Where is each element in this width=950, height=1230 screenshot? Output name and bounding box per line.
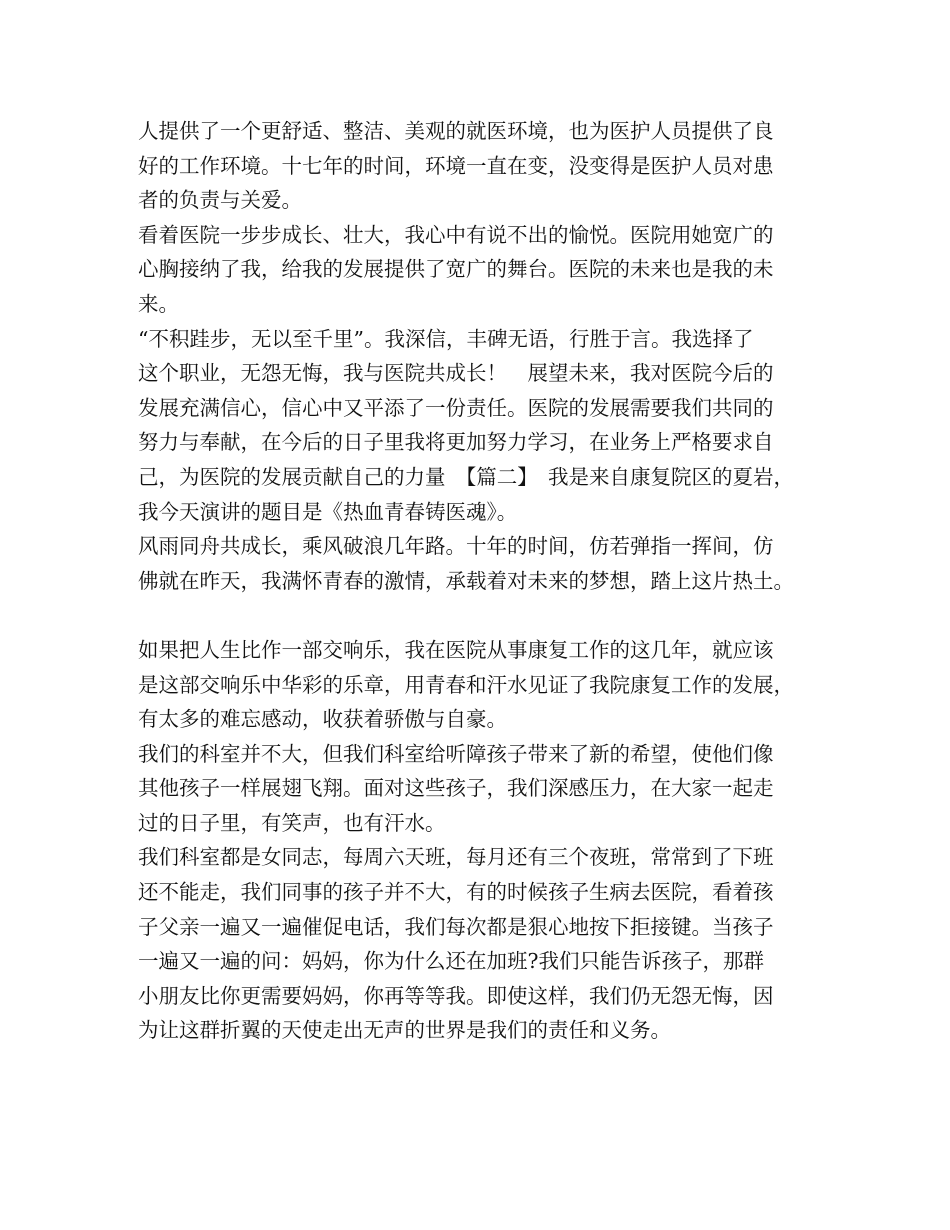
text-line: 人提供了一个更舒适、整洁、美观的就医环境，也为医护人员提供了良 [138,119,774,143]
text-line: “不积跬步，无以至千里”。我深信，丰碑无语，行胜于言。我选择了 [138,326,754,351]
text-line: 我们的科室并不大，但我们科室给听障孩子带来了新的希望，使他们像 [138,741,774,766]
text-line: 这个职业，无怨无悔，我与医院共成长！ 展望未来，我对医院今后的 [138,361,774,386]
text-line: 是这部交响乐中华彩的乐章，用青春和汗水见证了我院康复工作的发展， [138,672,794,697]
text-line: 我们科室都是女同志，每周六天班，每月还有三个夜班，常常到了下班 [138,845,774,870]
text-line: 还不能走，我们同事的孩子并不大，有的时候孩子生病去医院，看着孩 [138,880,774,905]
text-line: 我今天演讲的题目是《热血青春铸医魂》。 [138,499,518,524]
text-line: 有太多的难忘感动，收获着骄傲与自豪。 [138,707,507,732]
text-line: 为让这群折翼的天使走出无声的世界是我们的责任和义务。 [138,1018,671,1043]
text-line: 过的日子里，有笑声，也有汗水。 [138,810,446,835]
text-line: 好的工作环境。十七年的时间，环境一直在变，没变得是医护人员对患 [138,153,774,178]
text-line: 其他孩子一样展翅飞翔。面对这些孩子，我们深感压力，在大家一起走 [138,776,774,801]
text-line: 佛就在昨天，我满怀青春的激情，承载着对未来的梦想，踏上这片热土。 [138,568,794,593]
text-line: 看着医院一步步成长、壮大，我心中有说不出的愉悦。医院用她宽广的 [138,222,774,247]
text-line: 子父亲一遍又一遍催促电话，我们每次都是狠心地按下拒接键。当孩子 [138,914,774,939]
text-line: 者的负责与关爱。 [138,188,302,213]
text-line: 一遍又一遍的问：妈妈，你为什么还在加班?我们只能告诉孩子，那群 [138,949,764,974]
text-line: 风雨同舟共成长，乘风破浪几年路。十年的时间，仿若弹指一挥间，仿 [138,534,774,559]
document-body [138,114,830,1048]
text-line: 努力与奉献，在今后的日子里我将更加努力学习，在业务上严格要求自 [138,430,774,455]
text-line: 己，为医院的发展贡献自己的力量 【篇二】 我是来自康复院区的夏岩， [138,464,794,489]
text-line: 小朋友比你更需要妈妈，你再等等我。即使这样，我们仍无怨无悔，因 [138,983,774,1008]
text-line: 如果把人生比作一部交响乐，我在医院从事康复工作的这几年，就应该 [138,637,774,662]
text-line: 心胸接纳了我，给我的发展提供了宽广的舞台。医院的未来也是我的未 [138,257,774,282]
text-line: 来。 [138,291,179,316]
text-line: 发展充满信心，信心中又平添了一份责任。医院的发展需要我们共同的 [138,395,774,420]
blank-line [138,598,830,633]
